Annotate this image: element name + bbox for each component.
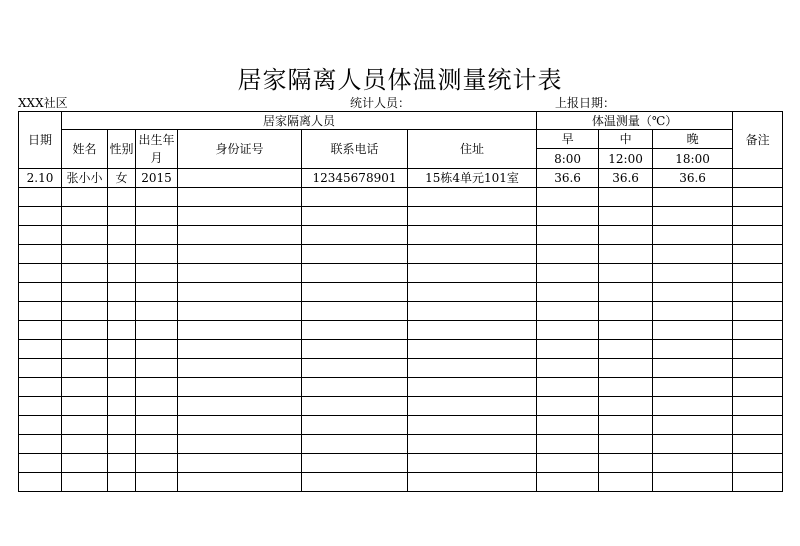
- cell-morning: [537, 321, 599, 340]
- cell-id-number: [178, 416, 302, 435]
- cell-noon: [599, 226, 653, 245]
- cell-address: [408, 473, 537, 492]
- cell-id-number: [178, 226, 302, 245]
- cell-id-number: [178, 454, 302, 473]
- cell-noon: [599, 359, 653, 378]
- cell-evening: [653, 302, 733, 321]
- cell-remarks: [733, 226, 783, 245]
- cell-phone: [302, 397, 408, 416]
- cell-remarks: [733, 321, 783, 340]
- cell-gender: [108, 245, 136, 264]
- cell-name: [62, 435, 108, 454]
- cell-morning: [537, 340, 599, 359]
- header-time-morning: 8:00: [537, 149, 599, 169]
- page-title: 居家隔离人员体温测量统计表: [237, 66, 563, 94]
- header-address: 住址: [408, 130, 537, 169]
- cell-address: [408, 302, 537, 321]
- cell-name: [62, 245, 108, 264]
- table-row: [19, 321, 783, 340]
- cell-phone: [302, 264, 408, 283]
- cell-morning: [537, 226, 599, 245]
- cell-noon: [599, 473, 653, 492]
- cell-address: [408, 226, 537, 245]
- cell-remarks: [733, 207, 783, 226]
- cell-address: [408, 378, 537, 397]
- cell-date: [19, 283, 62, 302]
- cell-noon: [599, 188, 653, 207]
- cell-phone: [302, 435, 408, 454]
- cell-gender: [108, 378, 136, 397]
- cell-evening: [653, 207, 733, 226]
- cell-id-number: [178, 264, 302, 283]
- table-row: [19, 188, 783, 207]
- table-row: [19, 302, 783, 321]
- cell-phone: [302, 302, 408, 321]
- cell-gender: 女: [108, 169, 136, 188]
- cell-evening: [653, 283, 733, 302]
- table-row: [19, 397, 783, 416]
- cell-evening: [653, 321, 733, 340]
- statistician-label: 统计人员：: [350, 96, 411, 110]
- cell-id-number: [178, 473, 302, 492]
- cell-gender: [108, 283, 136, 302]
- cell-birth: [136, 207, 178, 226]
- cell-evening: [653, 435, 733, 454]
- table-row: [19, 169, 783, 188]
- cell-address: [408, 359, 537, 378]
- table-row: [19, 416, 783, 435]
- cell-name: [62, 473, 108, 492]
- header-isolated-group: 居家隔离人员: [62, 112, 537, 130]
- cell-name: [62, 283, 108, 302]
- cell-noon: [599, 321, 653, 340]
- cell-name: [62, 397, 108, 416]
- cell-morning: [537, 283, 599, 302]
- cell-id-number: [178, 245, 302, 264]
- cell-noon: [599, 416, 653, 435]
- table-row: [19, 435, 783, 454]
- cell-remarks: [733, 473, 783, 492]
- cell-address: [408, 264, 537, 283]
- cell-morning: [537, 359, 599, 378]
- temperature-table: [18, 111, 783, 492]
- cell-birth: [136, 378, 178, 397]
- cell-birth: 2015: [136, 169, 178, 188]
- cell-gender: [108, 397, 136, 416]
- cell-evening: [653, 473, 733, 492]
- header-noon: 中: [599, 130, 653, 149]
- cell-remarks: [733, 416, 783, 435]
- cell-noon: [599, 264, 653, 283]
- cell-morning: [537, 416, 599, 435]
- cell-noon: [599, 302, 653, 321]
- cell-gender: [108, 188, 136, 207]
- cell-id-number: [178, 302, 302, 321]
- cell-gender: [108, 454, 136, 473]
- cell-name: [62, 226, 108, 245]
- cell-address: [408, 245, 537, 264]
- cell-phone: [302, 416, 408, 435]
- header-temperature-group: 体温测量（℃）: [537, 112, 733, 130]
- cell-birth: [136, 226, 178, 245]
- cell-birth: [136, 264, 178, 283]
- cell-date: [19, 188, 62, 207]
- cell-phone: [302, 226, 408, 245]
- header-morning: 早: [537, 130, 599, 149]
- cell-evening: [653, 359, 733, 378]
- cell-date: [19, 435, 62, 454]
- header-remarks: 备注: [733, 112, 783, 169]
- cell-morning: [537, 302, 599, 321]
- cell-id-number: [178, 397, 302, 416]
- cell-evening: [653, 188, 733, 207]
- cell-noon: 36.6: [599, 169, 653, 188]
- cell-name: [62, 340, 108, 359]
- cell-name: [62, 454, 108, 473]
- cell-id-number: [178, 435, 302, 454]
- cell-date: [19, 454, 62, 473]
- cell-id-number: [178, 169, 302, 188]
- cell-remarks: [733, 435, 783, 454]
- cell-phone: [302, 340, 408, 359]
- cell-remarks: [733, 264, 783, 283]
- cell-evening: [653, 397, 733, 416]
- table-row: [19, 264, 783, 283]
- header-gender: 性别: [108, 130, 136, 169]
- cell-morning: [537, 378, 599, 397]
- cell-address: [408, 435, 537, 454]
- header-name: 姓名: [62, 130, 108, 169]
- cell-morning: [537, 207, 599, 226]
- cell-remarks: [733, 340, 783, 359]
- cell-gender: [108, 207, 136, 226]
- cell-phone: [302, 378, 408, 397]
- cell-gender: [108, 340, 136, 359]
- cell-phone: [302, 321, 408, 340]
- cell-id-number: [178, 378, 302, 397]
- cell-morning: [537, 397, 599, 416]
- cell-remarks: [733, 454, 783, 473]
- cell-phone: [302, 245, 408, 264]
- header-phone: 联系电话: [302, 130, 408, 169]
- header-id-number: 身份证号: [178, 130, 302, 169]
- cell-noon: [599, 283, 653, 302]
- cell-phone: [302, 188, 408, 207]
- cell-date: [19, 207, 62, 226]
- cell-date: [19, 397, 62, 416]
- table-row: [19, 454, 783, 473]
- header-time-evening: 18:00: [653, 149, 733, 169]
- cell-gender: [108, 321, 136, 340]
- cell-evening: [653, 226, 733, 245]
- cell-address: [408, 397, 537, 416]
- cell-address: [408, 283, 537, 302]
- cell-name: [62, 207, 108, 226]
- cell-name: [62, 416, 108, 435]
- cell-address: [408, 454, 537, 473]
- cell-morning: [537, 264, 599, 283]
- cell-name: [62, 302, 108, 321]
- cell-evening: [653, 378, 733, 397]
- header-date: 日期: [19, 112, 62, 169]
- cell-gender: [108, 226, 136, 245]
- table-row: [19, 245, 783, 264]
- cell-address: 15栋4单元101室: [408, 169, 537, 188]
- cell-birth: [136, 283, 178, 302]
- cell-remarks: [733, 188, 783, 207]
- cell-phone: [302, 359, 408, 378]
- cell-name: [62, 359, 108, 378]
- cell-evening: [653, 454, 733, 473]
- cell-noon: [599, 245, 653, 264]
- cell-remarks: [733, 169, 783, 188]
- cell-noon: [599, 397, 653, 416]
- cell-date: [19, 416, 62, 435]
- cell-gender: [108, 302, 136, 321]
- table-row: [19, 226, 783, 245]
- cell-date: [19, 321, 62, 340]
- cell-morning: 36.6: [537, 169, 599, 188]
- cell-address: [408, 207, 537, 226]
- cell-evening: [653, 264, 733, 283]
- cell-phone: [302, 454, 408, 473]
- cell-date: [19, 302, 62, 321]
- cell-phone: [302, 207, 408, 226]
- community-label: XXX社区: [18, 96, 68, 110]
- cell-id-number: [178, 359, 302, 378]
- cell-address: [408, 340, 537, 359]
- cell-phone: 12345678901: [302, 169, 408, 188]
- cell-remarks: [733, 245, 783, 264]
- cell-name: [62, 264, 108, 283]
- cell-remarks: [733, 283, 783, 302]
- cell-date: [19, 264, 62, 283]
- cell-noon: [599, 454, 653, 473]
- cell-phone: [302, 283, 408, 302]
- cell-name: [62, 188, 108, 207]
- cell-date: [19, 473, 62, 492]
- cell-morning: [537, 454, 599, 473]
- cell-birth: [136, 245, 178, 264]
- header-evening: 晚: [653, 130, 733, 149]
- cell-date: [19, 245, 62, 264]
- cell-address: [408, 188, 537, 207]
- cell-id-number: [178, 283, 302, 302]
- header-time-noon: 12:00: [599, 149, 653, 169]
- cell-birth: [136, 340, 178, 359]
- cell-birth: [136, 435, 178, 454]
- cell-evening: [653, 245, 733, 264]
- header-birth: 出生年月: [136, 130, 178, 169]
- cell-id-number: [178, 340, 302, 359]
- cell-noon: [599, 340, 653, 359]
- table-row: [19, 378, 783, 397]
- cell-birth: [136, 321, 178, 340]
- report-date-label: 上报日期：: [555, 96, 616, 110]
- cell-address: [408, 416, 537, 435]
- cell-noon: [599, 207, 653, 226]
- cell-name: [62, 378, 108, 397]
- table-row: [19, 359, 783, 378]
- cell-birth: [136, 454, 178, 473]
- cell-gender: [108, 473, 136, 492]
- cell-remarks: [733, 302, 783, 321]
- cell-date: [19, 359, 62, 378]
- cell-remarks: [733, 378, 783, 397]
- cell-birth: [136, 473, 178, 492]
- cell-name: 张小小: [62, 169, 108, 188]
- cell-id-number: [178, 188, 302, 207]
- cell-noon: [599, 378, 653, 397]
- cell-noon: [599, 435, 653, 454]
- cell-evening: 36.6: [653, 169, 733, 188]
- cell-evening: [653, 416, 733, 435]
- table-row: [19, 473, 783, 492]
- cell-date: 2.10: [19, 169, 62, 188]
- cell-birth: [136, 359, 178, 378]
- cell-morning: [537, 435, 599, 454]
- cell-birth: [136, 397, 178, 416]
- cell-birth: [136, 302, 178, 321]
- cell-morning: [537, 245, 599, 264]
- cell-name: [62, 321, 108, 340]
- cell-id-number: [178, 207, 302, 226]
- cell-birth: [136, 188, 178, 207]
- cell-address: [408, 321, 537, 340]
- cell-morning: [537, 188, 599, 207]
- cell-id-number: [178, 321, 302, 340]
- cell-date: [19, 340, 62, 359]
- table-row: [19, 340, 783, 359]
- cell-morning: [537, 473, 599, 492]
- cell-date: [19, 226, 62, 245]
- table-row: [19, 207, 783, 226]
- cell-evening: [653, 340, 733, 359]
- cell-gender: [108, 416, 136, 435]
- cell-phone: [302, 473, 408, 492]
- table-row: [19, 283, 783, 302]
- cell-birth: [136, 416, 178, 435]
- cell-gender: [108, 435, 136, 454]
- cell-gender: [108, 359, 136, 378]
- cell-remarks: [733, 359, 783, 378]
- cell-remarks: [733, 397, 783, 416]
- cell-date: [19, 378, 62, 397]
- cell-gender: [108, 264, 136, 283]
